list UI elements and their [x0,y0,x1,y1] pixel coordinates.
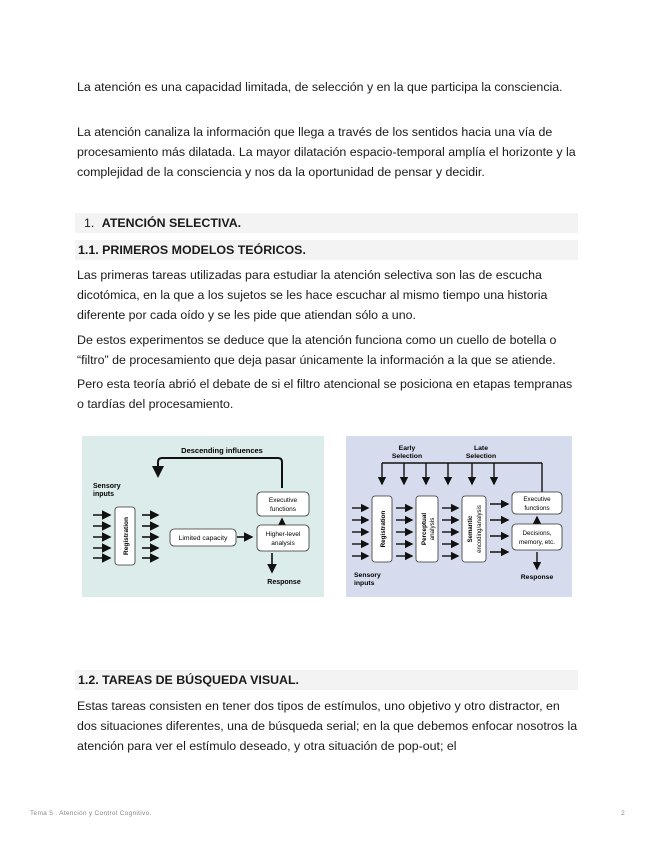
sensory-inputs-label-line2: inputs [93,491,114,498]
sensory-inputs-label-line1: Sensory [93,483,121,490]
early-selection-line1: Early [398,445,416,452]
decisions-label-line2: memory, etc. [519,539,555,546]
registration-output-arrows [142,515,158,558]
section-title: ATENCIÓN SELECTIVA. [101,216,242,230]
subsection-1-1-paragraph-2: De estos experimentos se deduce que la atención funciona como un cuello de botella o “filtro” de procesamiento que deja pasar únicamente la información a la que se atiende. [77,333,557,367]
decisions-label-line1: Decisions, [522,530,552,537]
sensory-input-arrows [352,508,368,556]
limited-capacity-label: Limited capacity [178,535,228,542]
executive-label-line2: functions [269,506,297,513]
descending-arrow [158,458,282,488]
higher-label-line2: analysis [271,540,295,547]
response-label: Response [520,574,554,581]
early-selection-line2: Selection [391,453,423,460]
figure-attention-model-diagram [82,436,324,597]
figure-early-late-selection [346,436,572,597]
subsection-1-1-paragraph-1: Las primeras tareas utilizadas para estudiar la atención selectiva son las de escucha dicotómica, en la que a los sujetos se les hace escuchar al mismo tiempo una historia diferente por cada oído y se les pide que atiendan sólo a uno. [77,268,548,322]
executive-label-line2: functions [524,505,550,512]
descending-influences-label: Descending influences [181,446,263,455]
figure-early-late-diagram [346,436,572,597]
late-selection-line1: Late [474,445,488,452]
subsection-1-1-paragraph-3: Pero esta teoría abrió el debate de si el filtro atencional se posiciona en etapas tempranas o tardías del procesamiento. [77,377,573,411]
registration-output-arrows [396,508,412,556]
sensory-inputs-label-line1: Sensory [354,572,381,579]
subsection-heading-1-1: 1.1. PRIMEROS MODELOS TEÓRICOS. [75,240,578,260]
decisions-memory-box [512,524,562,550]
footer-title: Tema 5 . Atención y Control Cognitivo. [30,810,152,817]
input-arrows [93,515,110,558]
selection-drop-arrows [382,463,494,484]
response-label: Response [267,579,301,586]
perceptual-output-arrows [442,508,458,556]
higher-level-box [257,525,309,551]
executive-label-line1: Executive [268,497,298,504]
executive-label-line1: Executive [523,496,551,503]
subsection-heading-1-2: 1.2. TAREAS DE BÚSQUEDA VISUAL. [75,670,578,690]
semantic-output-arrows [490,504,508,552]
intro-paragraph-2: La atención canaliza la información que llega a través de los sentidos hacia una vía de procesamiento más dilatada. La mayor dilatación espacio-temporal amplía el horizonte y la complejidad de la consciencia y nos da la oportunidad de pensar y decidir. [77,125,576,179]
page-number: 2 [621,810,625,817]
higher-label-line1: Higher-level [265,531,301,538]
registration-label: Registration [380,510,387,548]
section-number: 1. [84,216,95,230]
intro-paragraph-1: La atención es una capacidad limitada, de selección y en la que participa la consciencia. [77,80,563,94]
registration-label: Registration [123,517,130,555]
subsection-1-2-paragraph-1: Estas tareas consisten en tener dos tipos de estímulos, uno objetivo y otro distractor, en dos situaciones diferentes, una de búsqueda serial; en la que debemos enfocar nosotros la atención para ver el estímulo deseado, y otra situación de pop-out; el [77,699,578,753]
section-heading-1 [75,213,578,233]
sensory-inputs-label-line2: inputs [354,580,375,587]
perceptual-label-line1: Perceptual [421,512,428,546]
perceptual-label-line2: analysis [429,517,436,541]
late-selection-line2: Selection [465,453,497,460]
semantic-label-line1: Semantic [468,515,474,543]
semantic-label-line2: encoding/analysis [477,505,483,553]
figure-attention-model [82,436,324,597]
